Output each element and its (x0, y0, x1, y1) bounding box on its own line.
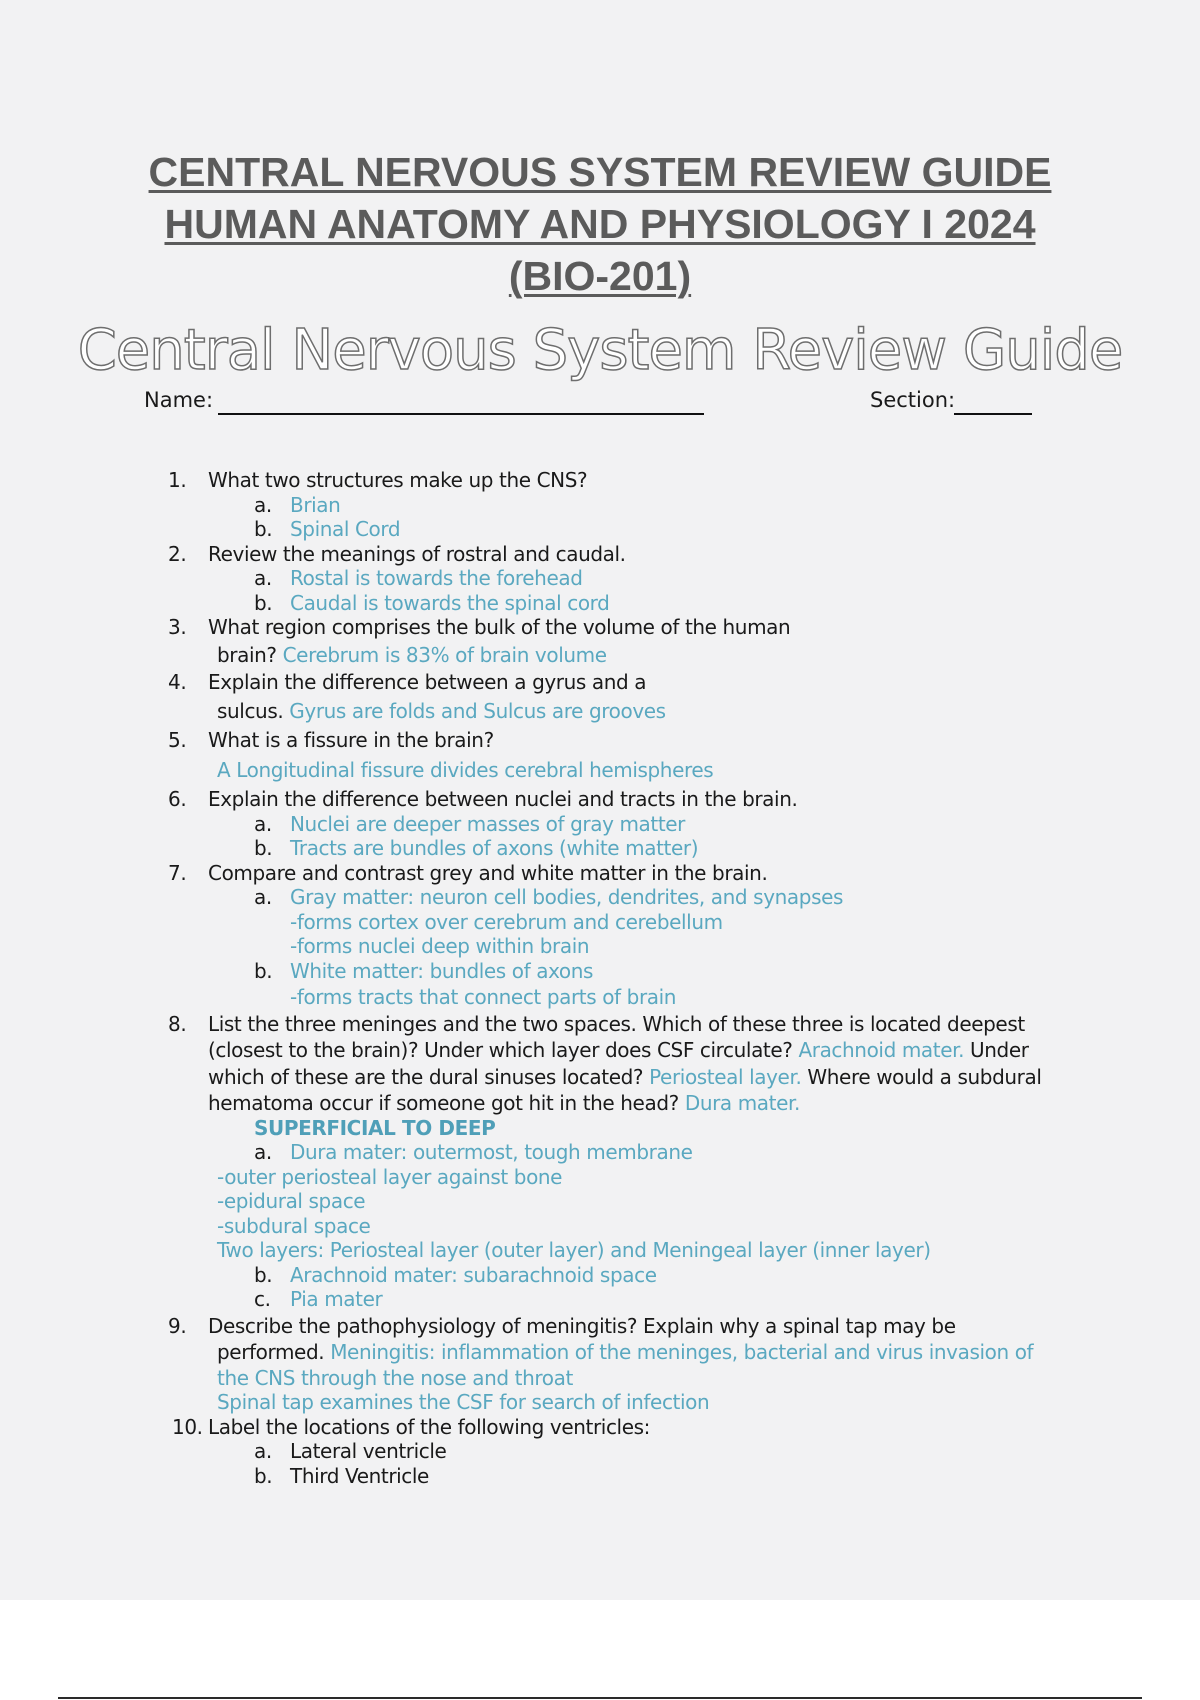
question-5 (0, 728, 1200, 753)
question-2 (0, 542, 1200, 567)
question-10 (0, 1415, 1200, 1440)
answer-item (0, 591, 1200, 616)
section-blank-line (954, 413, 1032, 415)
answer-text: Gyrus are folds and Sulcus are grooves (289, 698, 666, 723)
answer-text: Dura mater. (684, 1091, 800, 1115)
answer-text: -forms tracts that connect parts of brain (290, 985, 677, 1009)
answer-text: Spinal tap examines the CSF for search of infection (217, 1390, 710, 1414)
answer-text: Two layers: Periosteal layer (outer layer) and Meningeal layer (inner layer) (217, 1238, 931, 1262)
question-number: 8. (168, 1011, 187, 1036)
answer-detail (0, 1238, 1200, 1263)
answer-item (0, 1464, 1200, 1489)
question-text: Under (970, 1038, 1029, 1062)
answer-text: Brian (290, 492, 341, 517)
answer-item (0, 812, 1200, 837)
item-letter: a. (254, 885, 272, 909)
question-number: 7. (168, 860, 187, 885)
question-number: 10. (172, 1414, 203, 1439)
item-letter: b. (254, 590, 273, 615)
answer-text: Cerebrum is 83% of brain volume (282, 642, 607, 667)
answer-text: Dura mater: outermost, tough membrane (290, 1140, 693, 1164)
question-number: 4. (168, 670, 187, 694)
item-letter: c. (254, 1287, 271, 1311)
answer-text: Arachnoid mater: subarachnoid space (290, 1262, 657, 1287)
question-continuation (0, 1091, 1200, 1116)
question-text: (closest to the brain)? Under which layer does CSF circulate? (208, 1038, 793, 1062)
answer-continuation (0, 910, 1200, 935)
question-number: 6. (168, 787, 187, 811)
item-letter: b. (254, 1262, 273, 1287)
name-blank-line (218, 413, 704, 415)
answer-text: Periosteal layer. (649, 1064, 802, 1089)
question-continuation (0, 1340, 1200, 1365)
question-text: Review the meanings of rostral and caudal. (208, 541, 626, 566)
answer-text: Spinal Cord (290, 517, 401, 541)
question-text: sulcus. (217, 698, 284, 723)
answer-item (0, 493, 1200, 518)
answer-item (0, 517, 1200, 542)
name-section-bar (144, 386, 1030, 418)
title-line-2: HUMAN ANATOMY AND PHYSIOLOGY I 2024 (164, 201, 1036, 247)
question-number: 3. (168, 615, 187, 639)
question-text: List the three meninges and the two spaces. Which of these three is located deepest (208, 1011, 1025, 1036)
question-text: Label the locations of the following ventricles: (208, 1414, 650, 1439)
question-text: Describe the pathophysiology of meningitis? Explain why a spinal tap may be (208, 1313, 956, 1338)
item-letter: b. (254, 836, 273, 860)
item-text: Third Ventricle (290, 1463, 429, 1488)
question-text: Compare and contrast grey and white matter in the brain. (208, 860, 768, 885)
question-6 (0, 787, 1200, 812)
worksheet-heading: Central Nervous System Review Guide (77, 318, 1123, 383)
answer-item (0, 959, 1200, 984)
answer-text: A Longitudinal fissure divides cerebral hemispheres (217, 757, 714, 782)
question-continuation (0, 1065, 1200, 1090)
answer-line (0, 758, 1200, 783)
question-number: 1. (168, 468, 187, 492)
page-title (0, 146, 1200, 302)
answer-text: Rostal is towards the forehead (290, 566, 583, 590)
question-8 (0, 1012, 1200, 1037)
question-continuation (0, 699, 1200, 724)
title-line-1: CENTRAL NERVOUS SYSTEM REVIEW GUIDE (148, 149, 1052, 195)
item-letter: a. (254, 1439, 272, 1463)
question-continuation (0, 1038, 1200, 1063)
answer-heading (0, 1116, 1200, 1141)
answer-text: -forms nuclei deep within brain (290, 934, 590, 958)
question-continuation (0, 643, 1200, 668)
answer-text: -epidural space (217, 1189, 366, 1213)
footer-rule (58, 1697, 1142, 1699)
question-text: Explain the difference between a gyrus and a (208, 670, 647, 694)
answer-continuation (0, 985, 1200, 1010)
item-text: Lateral ventricle (290, 1439, 447, 1463)
question-text: What region comprises the bulk of the volume of the human (208, 615, 791, 639)
answer-text: -subdural space (217, 1213, 371, 1238)
item-letter: b. (254, 958, 273, 983)
answer-text: Caudal is towards the spinal cord (290, 590, 610, 615)
answer-item (0, 1287, 1200, 1312)
question-7 (0, 861, 1200, 886)
answer-line (0, 1390, 1200, 1415)
answer-text: White matter: bundles of axons (290, 958, 594, 983)
question-text: What two structures make up the CNS? (208, 468, 588, 492)
question-text: which of these are the dural sinuses located? (208, 1064, 644, 1089)
answer-heading-text: SUPERFICIAL TO DEEP (254, 1115, 496, 1140)
question-text: Where would a subdural (807, 1064, 1042, 1089)
item-letter: a. (254, 811, 272, 836)
answer-text: -outer periosteal layer against bone (217, 1164, 563, 1189)
answer-detail (0, 1165, 1200, 1190)
answer-item (0, 836, 1200, 861)
question-number: 5. (168, 728, 187, 752)
answer-text: Arachnoid mater. (798, 1038, 965, 1062)
item-letter: a. (254, 1140, 272, 1164)
question-number: 9. (168, 1313, 187, 1338)
answer-text: Pia mater (290, 1287, 383, 1311)
answer-continuation (0, 934, 1200, 959)
question-text: Explain the difference between nuclei and tracts in the brain. (208, 787, 798, 811)
answer-text: Meningitis: inflammation of the meninges, bacterial and virus invasion of (330, 1340, 1034, 1364)
section-label: Section: (870, 388, 956, 412)
question-text: What is a fissure in the brain? (208, 728, 494, 752)
name-label: Name: (144, 388, 214, 412)
answer-text: Nuclei are deeper masses of gray matter (290, 811, 686, 836)
answer-text: Tracts are bundles of axons (white matter) (290, 836, 699, 860)
question-3 (0, 615, 1200, 640)
question-number: 2. (168, 541, 187, 566)
answer-detail (0, 1214, 1200, 1239)
title-line-3: (BIO-201) (508, 253, 692, 299)
question-text: brain? (217, 642, 277, 667)
item-letter: a. (254, 492, 272, 517)
item-letter: b. (254, 1463, 273, 1488)
answer-item (0, 1140, 1200, 1165)
question-text: hematoma occur if someone got hit in the head? (208, 1091, 679, 1115)
answer-text: Gray matter: neuron cell bodies, dendrites, and synapses (290, 885, 844, 909)
answer-item (0, 566, 1200, 591)
answer-item (0, 1439, 1200, 1464)
item-letter: b. (254, 517, 273, 541)
answer-item (0, 1263, 1200, 1288)
answer-text: the CNS through the nose and throat (217, 1365, 573, 1390)
question-list (0, 468, 1200, 1488)
item-letter: a. (254, 566, 272, 590)
question-9 (0, 1314, 1200, 1339)
answer-item (0, 885, 1200, 910)
answer-line (0, 1366, 1200, 1391)
question-4 (0, 670, 1200, 695)
answer-text: -forms cortex over cerebrum and cerebellum (290, 909, 723, 934)
answer-detail (0, 1189, 1200, 1214)
question-text: performed. (217, 1340, 325, 1364)
question-1 (0, 468, 1200, 493)
